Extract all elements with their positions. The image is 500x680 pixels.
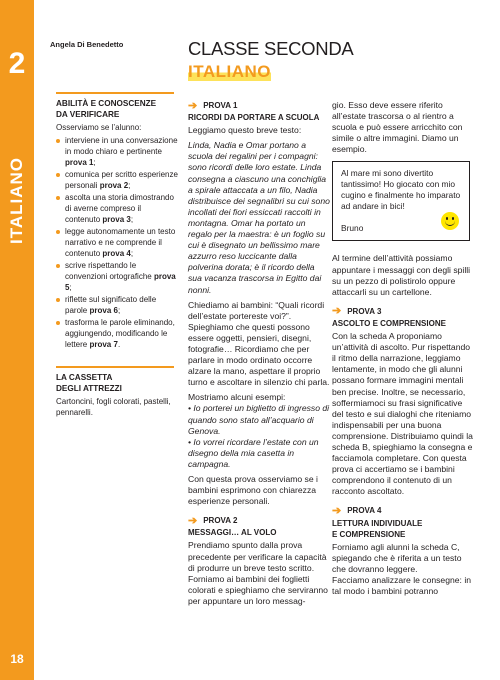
prova-1-header: ➔ PROVA 1	[188, 99, 238, 112]
list-item: ascolta una storia dimostrando di averne compreso il contenuto prova 3;	[56, 192, 178, 225]
content-column-1	[188, 100, 330, 611]
prova-3-title: ASCOLTO E COMPRENSIONE	[332, 318, 446, 328]
abilita-list	[56, 135, 178, 350]
arrow-right-icon: ➔	[332, 305, 342, 318]
prova-1-title: RICORDI DA PORTARE A SCUOLA	[188, 113, 320, 123]
author-name: Angela Di Benedetto	[50, 40, 124, 49]
prova-3-header: ➔ PROVA 3	[332, 305, 382, 318]
chapter-number: 2	[8, 47, 26, 80]
paragraph: Forniamo agli alunni la scheda C, spiegando che è riferita a un testo che dovranno leggere.	[332, 541, 462, 574]
prova-2-header: ➔ PROVA 2	[188, 514, 238, 527]
example-1: • Io porterei un biglietto di ingresso di quando sono stato all’acquario di Genova.	[188, 403, 330, 436]
note-signature: Bruno	[341, 223, 364, 234]
content-column-2	[332, 100, 474, 601]
chapter-sidebar	[0, 0, 34, 680]
cassetta-text: Cartoncini, fogli colorati, pastelli, pennarelli.	[56, 397, 171, 417]
paragraph: Prendiamo spunto dalla prova precedente per verificare la capacità di produrre un breve testo scritto. Forniamo ai bambini dei foglietti colorati e spieghiamo che serviranno per appuntare un loro messag-	[188, 540, 328, 606]
cassetta-section	[56, 366, 178, 418]
divider	[56, 366, 174, 368]
abilita-title: ABILITÀ E CONOSCENZE DA VERIFICARE	[56, 99, 157, 119]
paragraph: Leggiamo questo breve testo:	[188, 125, 302, 136]
page-number: 18	[10, 652, 24, 666]
arrow-right-icon: ➔	[332, 504, 342, 517]
paragraph: Con questa prova osserviamo se i bambini esprimono con chiarezza esperienze personali.	[188, 474, 318, 507]
paragraph: gio. Esso deve essere riferito all’estate trascorsa o al rientro a scuola e può essere arricchito con simile o altre immagini. Diamo un esempio.	[332, 100, 463, 155]
page-subtitle: ITALIANO	[188, 62, 272, 81]
paragraph: Con la scheda A proponiamo un’attività di ascolto. Pur rispettando il ritmo della narrazione, leggiamo lentamente, in modo che gli alunni possano formare immagini mentali ben precise. Inoltre, se necessario, soffermiamoci su frasi significative del testo e sui dialoghi che riteniamo indispensabili per una buona comprensione. Distribuiamo quindi la scheda B, spieghiamo la consegna e facciamola completare. Con questa prova ci accertiamo se i bambini comprendono il contenuto di un racconto ascoltato.	[332, 331, 473, 497]
prova-2-title: MESSAGGI… AL VOLO	[188, 528, 277, 538]
paragraph: Al termine dell’attività possiamo appuntare i messaggi con degli spilli su un pezzo di polistirolo oppure attaccarli su un cartellone.	[332, 253, 471, 297]
cassetta-title: LA CASSETTA DEGLI ATTREZZI	[56, 373, 122, 393]
list-item: trasforma le parole eliminando, aggiungendo, modificando le lettere prova 7.	[56, 317, 178, 350]
left-sidebar-box	[56, 92, 178, 418]
list-item: comunica per scritto esperienze personali prova 2;	[56, 169, 178, 191]
divider	[56, 92, 174, 94]
arrow-right-icon: ➔	[188, 514, 198, 527]
paragraph: Mostriamo alcuni esempi:	[188, 392, 286, 403]
list-item: legge autonomamente un testo narrativo e ne comprende il contenuto prova 4;	[56, 226, 178, 259]
paragraph: Chiediamo ai bambini: “Quali ricordi dell’estate portereste voi?”. Spieghiamo che questi possono essere oggetti, pensieri, disegni, fotografie… Ricordiamo che per parlare in modo ordinato occorre alzare la mano, aspettare il proprio turno e ascoltare in silenzio chi parla.	[188, 299, 330, 388]
prova-4-header: ➔ PROVA 4	[332, 504, 382, 517]
paragraph: Facciamo analizzare le consegne: in tal modo i bambini potranno	[332, 575, 472, 597]
list-item: scrive rispettando le convenzioni ortografiche prova 5;	[56, 260, 178, 293]
story-text: Linda, Nadia e Omar portano a scuola dei regalini per i compagni: sono ricordi delle loro estate. Linda consegna a ciascuno una conchiglia a spirale attaccata a un filo, Nadia distribuisce dei segnalibri su cui sono incollati dei fiori essiccati raccolti in montagna. Omar ha portato un regalo per la maestra: è un foglio su cui è disegnato un bellissimo mare azzurro reso luccicante dalla polverina dorata; è il ricordo della sua vacanza trascorsa in Egitto dai nonni.	[188, 140, 330, 295]
subject-vertical-label: ITALIANO	[7, 156, 26, 244]
prova-4-title: LETTURA INDIVIDUALE E COMPRENSIONE	[332, 518, 423, 539]
list-item: interviene in una conversazione in modo chiaro e pertinente prova 1;	[56, 135, 178, 168]
example-2: • Io vorrei ricordare l’estate con un disegno della mia casetta in campagna.	[188, 436, 319, 469]
abilita-intro: Osserviamo se l’alunno:	[56, 123, 142, 132]
page-title: CLASSE SECONDA	[188, 38, 354, 59]
example-note-box	[332, 161, 470, 241]
note-text: Al mare mi sono divertito tantissimo! Ho giocato con mio cugino e finalmente ho imparato ad andare in bici!	[341, 168, 461, 212]
arrow-right-icon: ➔	[188, 99, 198, 112]
list-item: riflette sul significato delle parole prova 6;	[56, 294, 178, 316]
